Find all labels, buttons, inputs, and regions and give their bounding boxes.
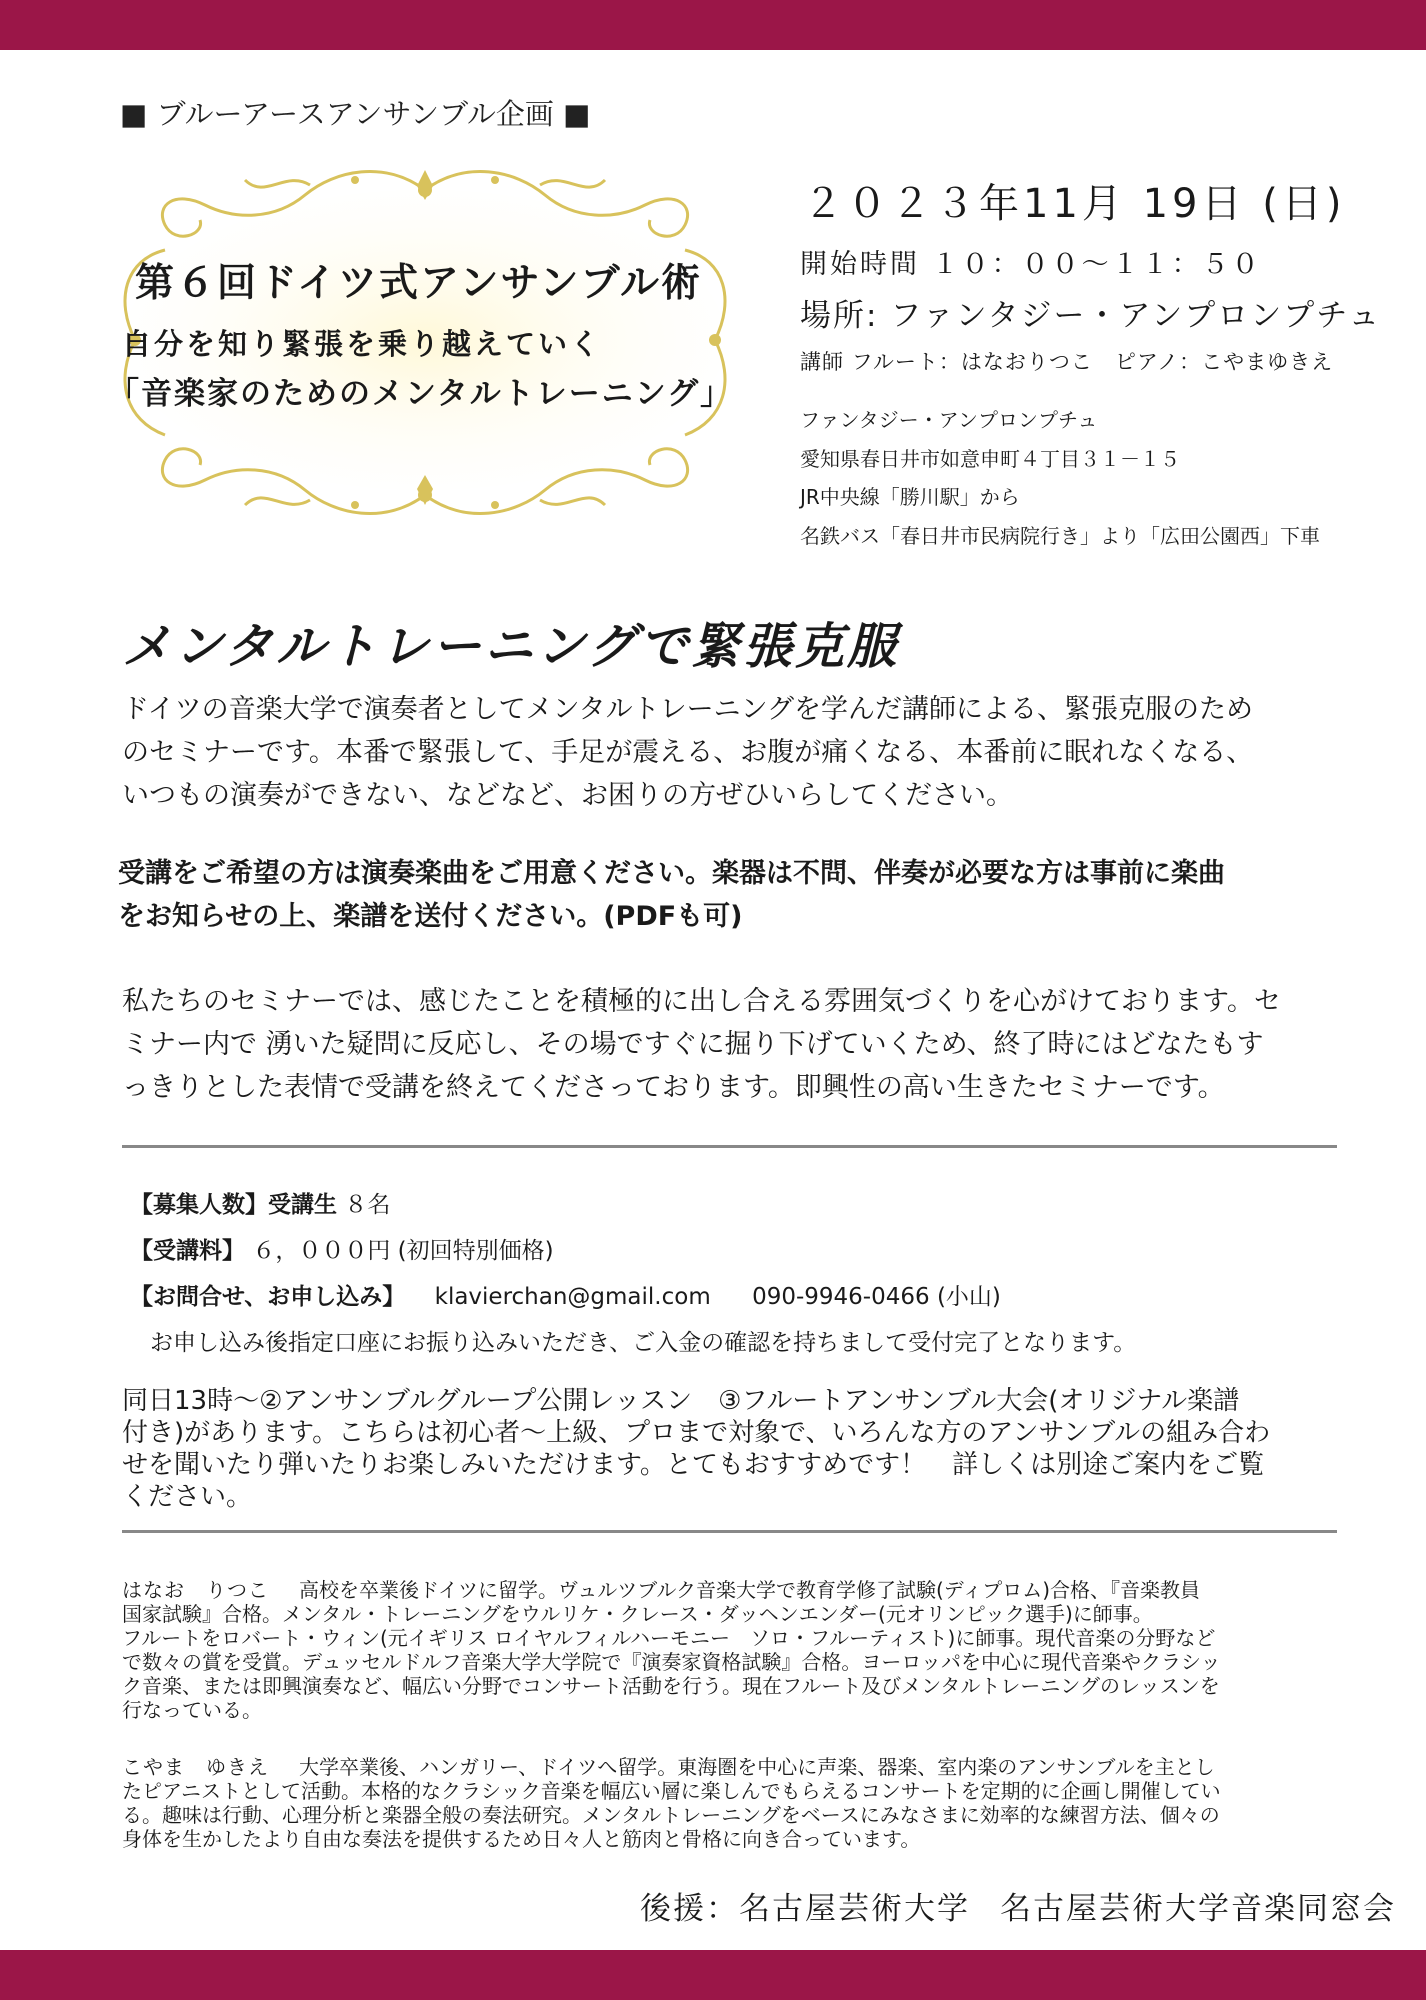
event-teachers: 講師 フルート：はなおりつこ ピアノ：こやまゆきえ xyxy=(800,350,1334,374)
text-line: 受講をご希望の方は演奏楽曲をご用意ください。楽器は不問、伴奏が必要な方は事前に楽曲 xyxy=(118,858,1225,889)
text-line: っきりとした表情で受講を終えてくださっております。即興性の高い生きたセミナーです。 xyxy=(122,1072,1225,1103)
contact-email[interactable]: klavierchan@gmail.com xyxy=(434,1284,711,1310)
support-secondary: 名古屋芸術大学音楽同窓会 xyxy=(1000,1891,1396,1927)
text-line: 付き)があります。こちらは初心者〜上級、プロまで対象で、いろんな方のアンサンブルの組み合わ xyxy=(122,1418,1271,1448)
text-line: 私たちのセミナーでは、感じたことを積極的に出し合える雰囲気づくりを心がけております。セ xyxy=(122,986,1281,1017)
top-band xyxy=(0,0,1426,50)
contact-key: 【お問合せ、お申し込み】 xyxy=(130,1284,406,1310)
text-line: ドイツの音楽大学で演奏者としてメンタルトレーニングを学んだ講師による、緊張克服のため xyxy=(122,694,1254,725)
text-line: フルートをロバート・ウィン(元イギリス ロイヤルフィルハーモニー ソロ・フルーティスト)に師事。現代音楽の分野など xyxy=(122,1626,1216,1650)
text-line: る。趣味は行動、心理分析と楽器全般の奏法研究。メンタルトレーニングをベースにみなさまに効率的な練習方法、個々の xyxy=(122,1803,1220,1827)
capacity-key: 【募集人数】受講生 xyxy=(130,1192,337,1218)
application-paragraph xyxy=(118,852,1348,938)
seminar-subtitle: 自分を知り緊張を乗り越えていく xyxy=(122,327,603,361)
bio-name: こやま ゆきえ xyxy=(122,1755,269,1779)
event-date: ２０２３年11月 19日 (日) xyxy=(803,181,1346,227)
fee-value: ６，０００円 (初回特別価格) xyxy=(252,1238,554,1264)
fee-key: 【受講料】 xyxy=(130,1238,245,1264)
fee-row xyxy=(130,1232,554,1265)
divider xyxy=(122,1530,1337,1533)
text-line: で数々の賞を受賞。デュッセルドルフ音楽大学大学院で『演奏家資格試験』合格。ヨーロッパを中心に現代音楽やクラシッ xyxy=(122,1650,1221,1674)
text-line: ください。 xyxy=(122,1482,253,1512)
text-line: いつもの演奏ができない、などなど、お困りの方ぜひいらしてください。 xyxy=(122,780,1013,811)
support-line xyxy=(640,1883,1396,1928)
divider xyxy=(122,1145,1337,1148)
bio-name: はなお りつこ xyxy=(122,1578,269,1602)
seminar-theme: 「音楽家のためのメンタルトレーニング」 xyxy=(108,376,734,412)
event-time: 開始時間 １０：００〜１１：５０ xyxy=(800,249,1262,280)
text-line: 大学卒業後、ハンガリー、ドイツへ留学。東海圏を中心に声楽、器楽、室内楽のアンサンブルを主とし xyxy=(299,1755,1215,1779)
text-line: 高校を卒業後ドイツに留学。ヴュルツブルク音楽大学で教育学修了試験(ディプロム)合格、『音楽教員 xyxy=(299,1578,1201,1602)
support-primary: 後援：名古屋芸術大学 xyxy=(640,1891,970,1927)
seminar-paragraph xyxy=(122,980,1352,1109)
text-line: せを聞いたり弾いたりお楽しみいただけます。とてもおすすめです！ 詳しくは別途ご案内をご覧 xyxy=(122,1450,1265,1480)
venue-access-train: JR中央線「勝川駅」から xyxy=(800,485,1020,509)
capacity-value: ８名 xyxy=(344,1192,391,1218)
bio-hanao xyxy=(122,1578,1347,1722)
headline: メンタルトレーニングで緊張克服 xyxy=(122,617,900,675)
venue-name: ファンタジー・アンプロンプチュ xyxy=(800,408,1098,432)
bottom-band xyxy=(0,1950,1426,2000)
text-line: 行なっている。 xyxy=(122,1698,262,1722)
venue-access-bus: 名鉄バス「春日井市民病院行き」より「広田公園西」下車 xyxy=(800,524,1320,548)
intro-paragraph xyxy=(122,688,1352,817)
event-place: 場所: ファンタジー・アンプロンプチュ xyxy=(800,298,1382,334)
text-line: 身体を生かしたより自由な奏法を提供するため日々人と筋肉と骨格に向き合っています。 xyxy=(122,1827,921,1851)
contact-row xyxy=(130,1278,1001,1311)
text-line: のセミナーです。本番で緊張して、手足が震える、お腹が痛くなる、本番前に眠れなくなる、 xyxy=(122,737,1254,768)
payment-note: お申し込み後指定口座にお振り込みいただき、ご入金の確認を持ちまして受付完了となります。 xyxy=(150,1330,1137,1356)
text-line: ミナー内で 湧いた疑問に反応し、その場ですぐに掘り下げていくため、終了時にはどなたもす xyxy=(122,1029,1264,1060)
bio-koyama xyxy=(122,1755,1347,1851)
afternoon-paragraph xyxy=(122,1385,1347,1513)
capacity-row xyxy=(130,1186,390,1219)
seminar-title: 第６回ドイツ式アンサンブル術 xyxy=(135,260,702,306)
contact-phone[interactable]: 090-9946-0466 (小山) xyxy=(752,1284,1001,1310)
series-label: ■ ブルーアースアンサンブル企画 ■ xyxy=(120,97,591,131)
text-line: 同日13時〜②アンサンブルグループ公開レッスン ③フルートアンサンブル大会(オリジナル楽譜 xyxy=(122,1386,1240,1416)
text-line: たピアニストとして活動。本格的なクラシック音楽を幅広い層に楽しんでもらえるコンサートを定期的に企画し開催してい xyxy=(122,1779,1221,1803)
text-line: 国家試験』合格。メンタル・トレーニングをウルリケ・クレース・ダッヘンエンダー(元オリンピック選手)に師事。 xyxy=(122,1602,1153,1626)
text-line: をお知らせの上、楽譜を送付ください。(PDFも可) xyxy=(118,901,743,932)
text-line: ク音楽、または即興演奏など、幅広い分野でコンサート活動を行う。現在フルート及びメンタルトレーニングのレッスンを xyxy=(122,1674,1220,1698)
venue-address: 愛知県春日井市如意申町４丁目３１－１５ xyxy=(800,447,1180,471)
